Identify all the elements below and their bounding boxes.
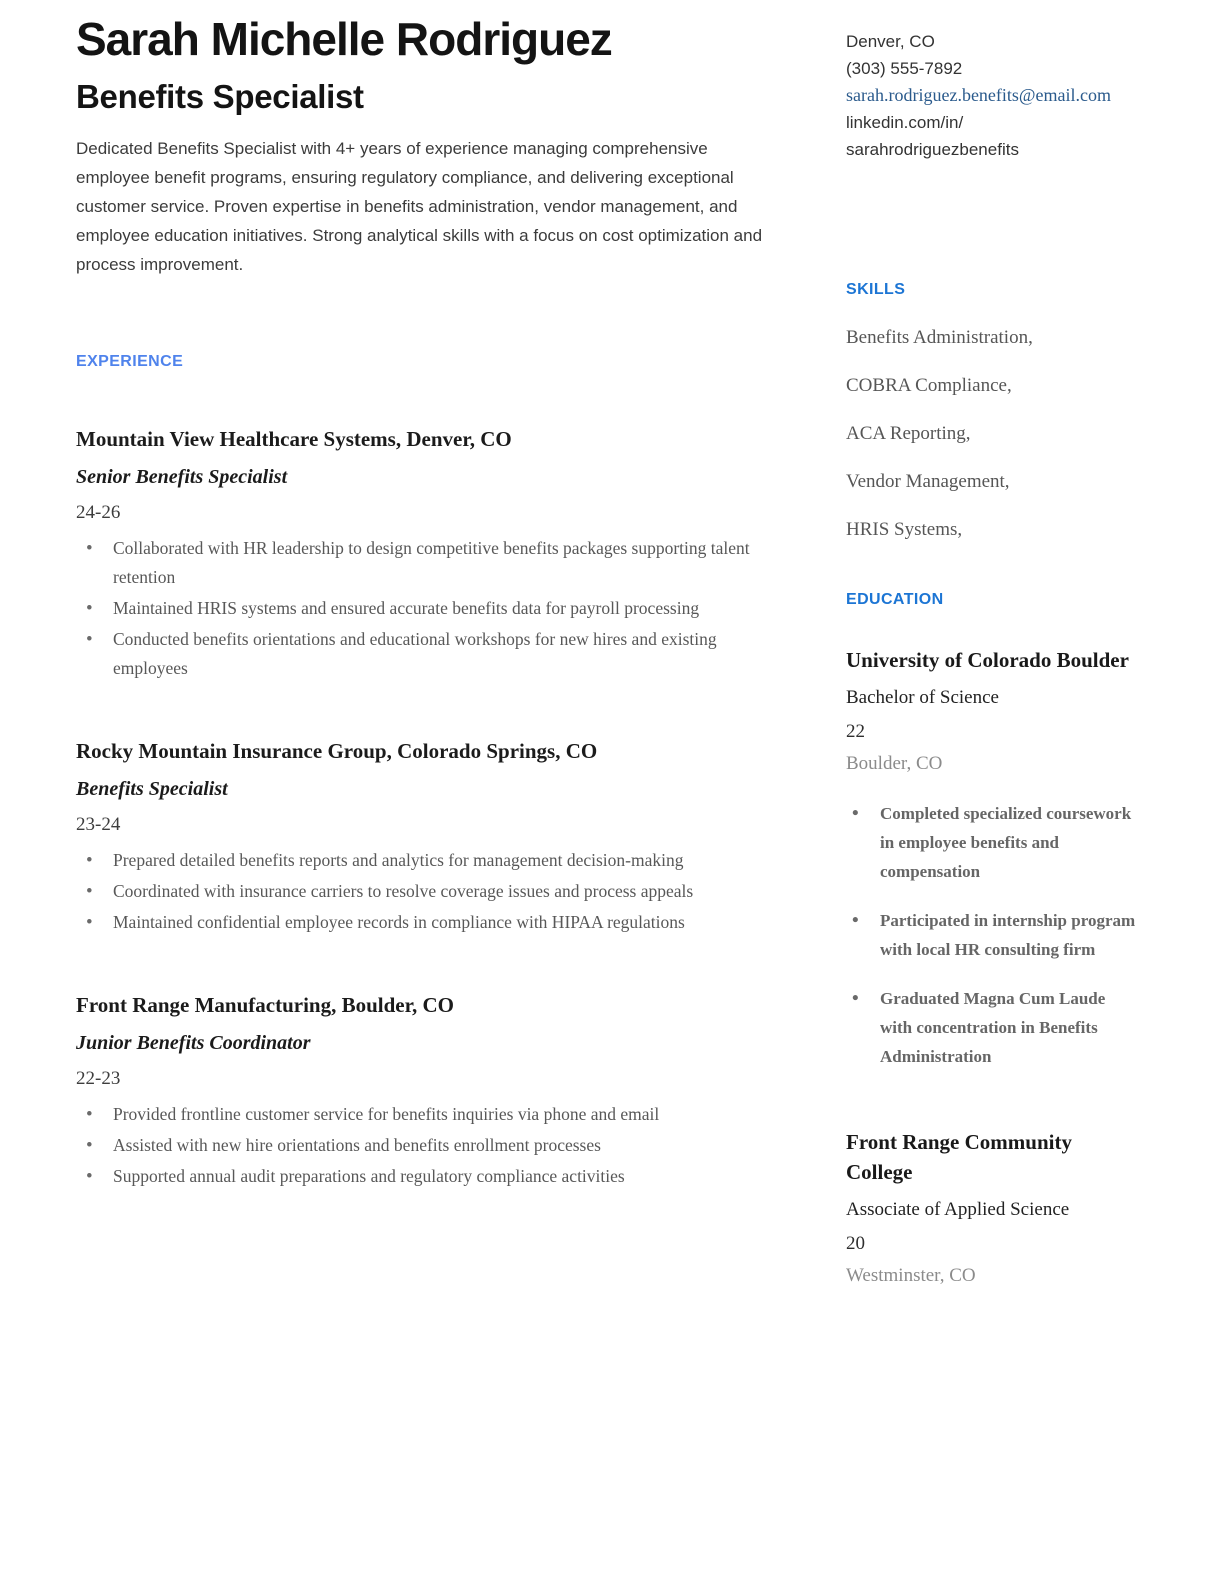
job-title: Junior Benefits Coordinator xyxy=(76,1031,311,1054)
education-entry xyxy=(846,645,1136,1071)
summary-paragraph: Dedicated Benefits Specialist with 4+ years of experience managing comprehensive employee benefit programs, ensuring regulatory compliance, and delivering exceptional customer service. Proven expertise in benefits administration, vendor management, and employee education initiatives. Strong analytical skills with a focus on cost optimization and process improvement. xyxy=(76,138,763,274)
main-column xyxy=(76,0,790,1287)
skill-item: Vendor Management, xyxy=(846,471,1010,492)
skills-section-heading: SKILLS xyxy=(846,281,906,298)
job-bullet-list xyxy=(76,1100,790,1191)
job-bullet-list xyxy=(76,846,790,937)
education-bullet: • Graduated Magna Cum Laude with concentration in Benefits Administration xyxy=(846,984,1136,1071)
experience-entry xyxy=(76,739,790,937)
experience-section-heading: EXPERIENCE xyxy=(76,352,184,370)
experience-entry xyxy=(76,993,790,1191)
degree: Associate of Applied Science xyxy=(846,1199,1070,1220)
job-bullet: • Conducted benefits orientations and educational workshops for new hires and existing employees xyxy=(76,625,776,683)
job-title: Benefits Specialist xyxy=(76,777,228,800)
contact-block xyxy=(846,28,1136,163)
education-bullet: • Participated in internship program with local HR consulting firm xyxy=(846,906,1136,964)
job-dates: 22-23 xyxy=(76,1067,121,1089)
job-bullet: • Provided frontline customer service for benefits inquiries via phone and email xyxy=(76,1100,776,1129)
education-bullet-list xyxy=(846,799,1136,1071)
job-bullet-list xyxy=(76,534,790,683)
school-name: University of Colorado Boulder xyxy=(846,648,1129,672)
job-dates: 24-26 xyxy=(76,501,121,523)
skill-item: HRIS Systems, xyxy=(846,519,963,540)
education-entry xyxy=(846,1127,1136,1287)
sidebar-column xyxy=(846,0,1136,1287)
graduation-year: 20 xyxy=(846,1233,865,1254)
job-bullet: • Assisted with new hire orientations and benefits enrollment processes xyxy=(76,1131,776,1160)
candidate-title: Benefits Specialist xyxy=(76,77,364,115)
skill-item: Benefits Administration, xyxy=(846,327,1033,348)
school-location: Westminster, CO xyxy=(846,1265,976,1286)
job-dates: 23-24 xyxy=(76,813,121,835)
contact-linkedin: sarahrodriguezbenefits xyxy=(846,140,1019,159)
contact-phone: (303) 555-7892 xyxy=(846,59,963,78)
job-title: Senior Benefits Specialist xyxy=(76,465,288,488)
job-bullet: • Coordinated with insurance carriers to resolve coverage issues and process appeals xyxy=(76,877,776,906)
job-bullet: • Prepared detailed benefits reports and analytics for management decision-making xyxy=(76,846,776,875)
job-bullet: • Supported annual audit preparations and regulatory compliance activities xyxy=(76,1162,776,1191)
skill-list xyxy=(846,327,1136,541)
education-bullet: • Completed specialized coursework in employee benefits and compensation xyxy=(846,799,1136,886)
job-bullet: • Collaborated with HR leadership to design competitive benefits packages supporting talent retention xyxy=(76,534,776,592)
contact-location: Denver, CO xyxy=(846,32,935,51)
experience-entry xyxy=(76,427,790,683)
contact-email-link[interactable]: sarah.rodriguez.benefits@email.com xyxy=(846,85,1111,105)
candidate-name: Sarah Michelle Rodriguez xyxy=(76,13,612,65)
skill-item: COBRA Compliance, xyxy=(846,375,1012,396)
job-bullet: • Maintained confidential employee records in compliance with HIPAA regulations xyxy=(76,908,776,937)
graduation-year: 22 xyxy=(846,721,865,742)
company-name: Mountain View Healthcare Systems, Denver, CO xyxy=(76,426,512,451)
company-name: Rocky Mountain Insurance Group, Colorado Springs, CO xyxy=(76,738,598,763)
education-section-heading: EDUCATION xyxy=(846,591,944,608)
skill-item: ACA Reporting, xyxy=(846,423,971,444)
company-name: Front Range Manufacturing, Boulder, CO xyxy=(76,992,455,1017)
degree: Bachelor of Science xyxy=(846,687,999,708)
school-name: Front Range Community College xyxy=(846,1130,1072,1184)
job-bullet: • Maintained HRIS systems and ensured accurate benefits data for payroll processing xyxy=(76,594,776,623)
contact-linkedin: linkedin.com/in/ xyxy=(846,113,964,132)
school-location: Boulder, CO xyxy=(846,753,943,774)
